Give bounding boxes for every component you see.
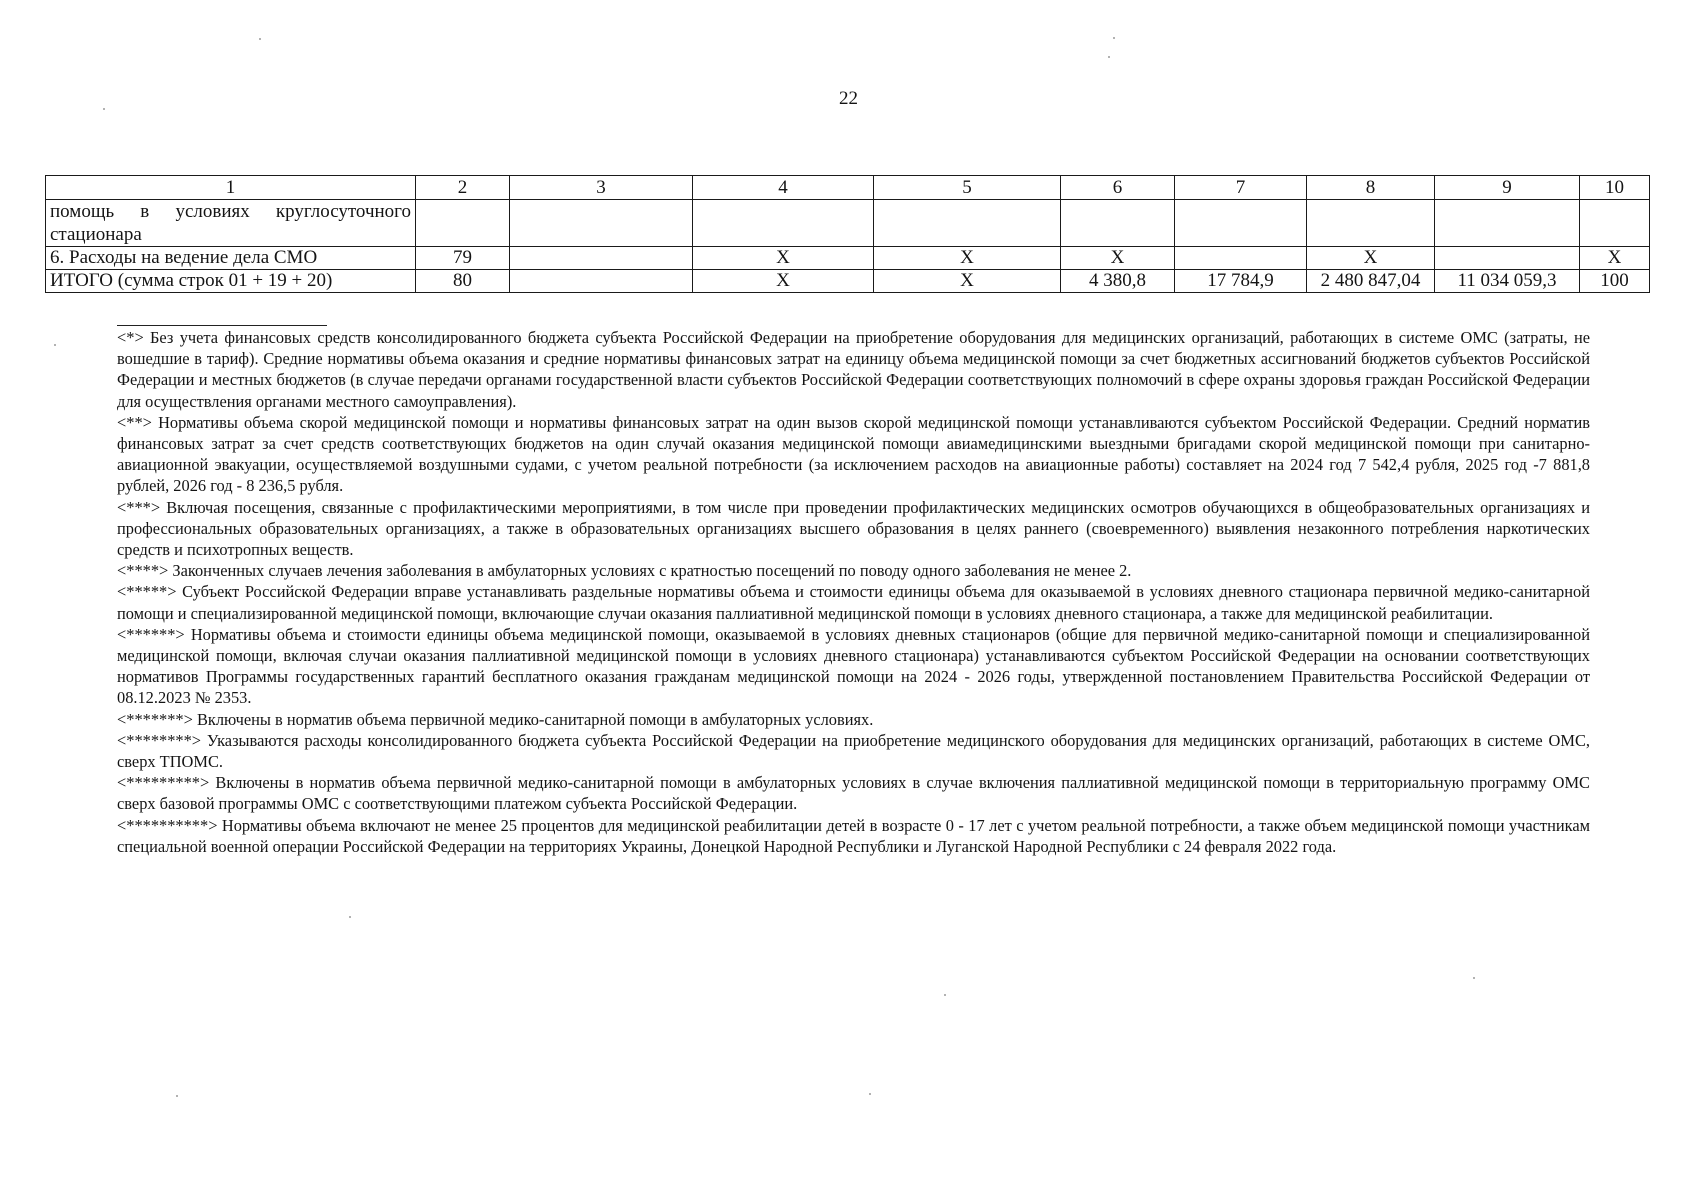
footnote: <**********> Нормативы объема включают не менее 25 процентов для медицинской реабилитации детей в возрасте 0 - 17 лет с учетом реальной потребности, а также объем медицинской помощи участникам специальной военной операции Российской Федерации на территориях Украины, Донецкой Народной Республики и Луганской Народной Республики с 24 февраля 2022 года.	[117, 815, 1590, 856]
table-cell	[510, 270, 693, 293]
footnote: <********> Указываются расходы консолидированного бюджета субъекта Российской Федерации на приобретение медицинского оборудования для медицинских организаций, работающих в системе ОМС, сверх ТПОМС.	[117, 730, 1590, 772]
table-cell: X	[874, 270, 1061, 293]
footnote: <*> Без учета финансовых средств консолидированного бюджета субъекта Российской Федерации на приобретение оборудования для медицинских организаций, работающих в системе ОМС (затраты, не вошедшие в тариф). Средние нормативы объема оказания и средние нормативы финансовых затрат на единицу объема медицинской помощи за счет бюджетных ассигнований бюджетов субъектов Российской Федерации и местных бюджетов (в случае передачи органами государственной власти субъектов Российской Федерации соответствующих полномочий в сфере охраны здоровья граждан Российской Федерации для осуществления органами местного самоуправления).	[117, 328, 1590, 411]
table-header-row	[46, 176, 1650, 200]
table-cell: 100	[1580, 270, 1650, 293]
table-row	[46, 200, 1650, 247]
table-cell	[1307, 200, 1435, 247]
footnote: <******> Нормативы объема и стоимости единицы объема медицинской помощи, оказываемой в условиях дневных стационаров (общие для первичной медико-санитарной помощи и специализированной медицинской помощи, включая случаи оказания паллиативной медицинской помощи в условиях дневного стационара) устанавливаются субъектом Российской Федерации на основании соответствующих нормативов Программы государственных гарантий бесплатного оказания гражданам медицинской помощи на 2024 - 2026 годы, утвержденной постановлением Правительства Российской Федерации от 08.12.2023 № 2353.	[117, 624, 1590, 708]
row-label-cell: ИТОГО (сумма строк 01 + 19 + 20)	[46, 270, 416, 293]
footnote: <****> Законченных случаев лечения заболевания в амбулаторных условиях с кратностью посещений по поводу одного заболевания не менее 2.	[117, 561, 1132, 581]
footnote: <*********> Включены в норматив объема первичной медико-санитарной помощи в амбулаторных условиях в случае включения паллиативной медицинской помощи в территориальную программу ОМС сверх базовой программы ОМС с соответствующими платежом субъекта Российской Федерации.	[117, 773, 1590, 814]
scan-speck	[103, 108, 105, 110]
table-cell	[1435, 247, 1580, 270]
table-cell	[874, 200, 1061, 247]
footnotes	[117, 327, 1590, 857]
header-cell: 4	[693, 176, 874, 200]
table-cell: X	[1307, 247, 1435, 270]
header-cell: 8	[1307, 176, 1435, 200]
table-cell	[1175, 200, 1307, 247]
footnote-separator	[117, 325, 327, 326]
scan-speck	[1473, 977, 1475, 979]
table-cell: 2 480 847,04	[1307, 270, 1435, 293]
data-table	[45, 175, 1650, 293]
page-number: 22	[839, 88, 858, 109]
header-cell: 10	[1580, 176, 1650, 200]
table-cell: 11 034 059,3	[1435, 270, 1580, 293]
table-cell: X	[693, 270, 874, 293]
scan-speck	[944, 994, 946, 996]
table-cell: X	[693, 247, 874, 270]
scan-speck	[54, 344, 56, 346]
table-cell	[1435, 200, 1580, 247]
footnote: <*****> Субъект Российской Федерации вправе устанавливать раздельные нормативы объема и стоимости единицы объема для оказываемой в условиях дневного стационара первичной медико-санитарной помощи и специализированной медицинской помощи, включающие случаи оказания паллиативной медицинской помощи в условиях дневного стационара, а также для медицинской реабилитации.	[117, 582, 1590, 623]
header-cell: 9	[1435, 176, 1580, 200]
scan-speck	[1108, 56, 1110, 58]
table-row	[46, 247, 1650, 270]
scan-speck	[259, 38, 261, 40]
header-cell: 2	[416, 176, 510, 200]
table-cell	[510, 247, 693, 270]
header-cell: 1	[46, 176, 416, 200]
header-cell: 6	[1061, 176, 1175, 200]
table-cell	[1580, 200, 1650, 247]
row-label-cell: помощь в условиях круглосуточного стационара	[46, 200, 416, 247]
table-cell: 4 380,8	[1061, 270, 1175, 293]
table-cell	[1175, 247, 1307, 270]
table-cell	[416, 200, 510, 247]
scan-speck	[176, 1095, 178, 1097]
table-cell	[1061, 200, 1175, 247]
header-cell: 5	[874, 176, 1061, 200]
table-cell: X	[874, 247, 1061, 270]
table-cell: 17 784,9	[1175, 270, 1307, 293]
table-cell: X	[1580, 247, 1650, 270]
table-cell: X	[1061, 247, 1175, 270]
footnote: <*******> Включены в норматив объема первичной медико-санитарной помощи в амбулаторных условиях.	[117, 709, 874, 729]
scan-speck	[349, 916, 351, 918]
header-cell: 7	[1175, 176, 1307, 200]
table-cell	[693, 200, 874, 247]
footnote: <***> Включая посещения, связанные с профилактическими мероприятиями, в том числе при проведении профилактических медицинских осмотров обучающихся в общеобразовательных организациях и профессиональных образовательных организациях, а также в образовательных организациях высшего образования в целях раннего (своевременного) выявления незаконного потребления наркотических средств и психотропных веществ.	[117, 497, 1590, 560]
table-cell: 80	[416, 270, 510, 293]
table-cell: 79	[416, 247, 510, 270]
table-row	[46, 270, 1650, 293]
scan-speck	[869, 1093, 871, 1095]
scan-speck	[1113, 37, 1115, 39]
row-label-cell: 6. Расходы на ведение дела СМО	[46, 247, 416, 270]
table-cell	[510, 200, 693, 247]
footnote: <**> Нормативы объема скорой медицинской помощи и нормативы финансовых затрат на один вызов скорой медицинской помощи устанавливаются субъектом Российской Федерации. Средний норматив финансовых затрат за счет средств соответствующих бюджетов на один случай оказания медицинской помощи авиамедицинскими выездными бригадами скорой медицинской помощи при санитарно-авиационной эвакуации, осуществляемой воздушными судами, с учетом реальной потребности (за исключением расходов на авиационные работы) составляет на 2024 год 7 542,4 рубля, 2025 год -7 881,8 рублей, 2026 год - 8 236,5 рубля.	[117, 412, 1590, 496]
header-cell: 3	[510, 176, 693, 200]
